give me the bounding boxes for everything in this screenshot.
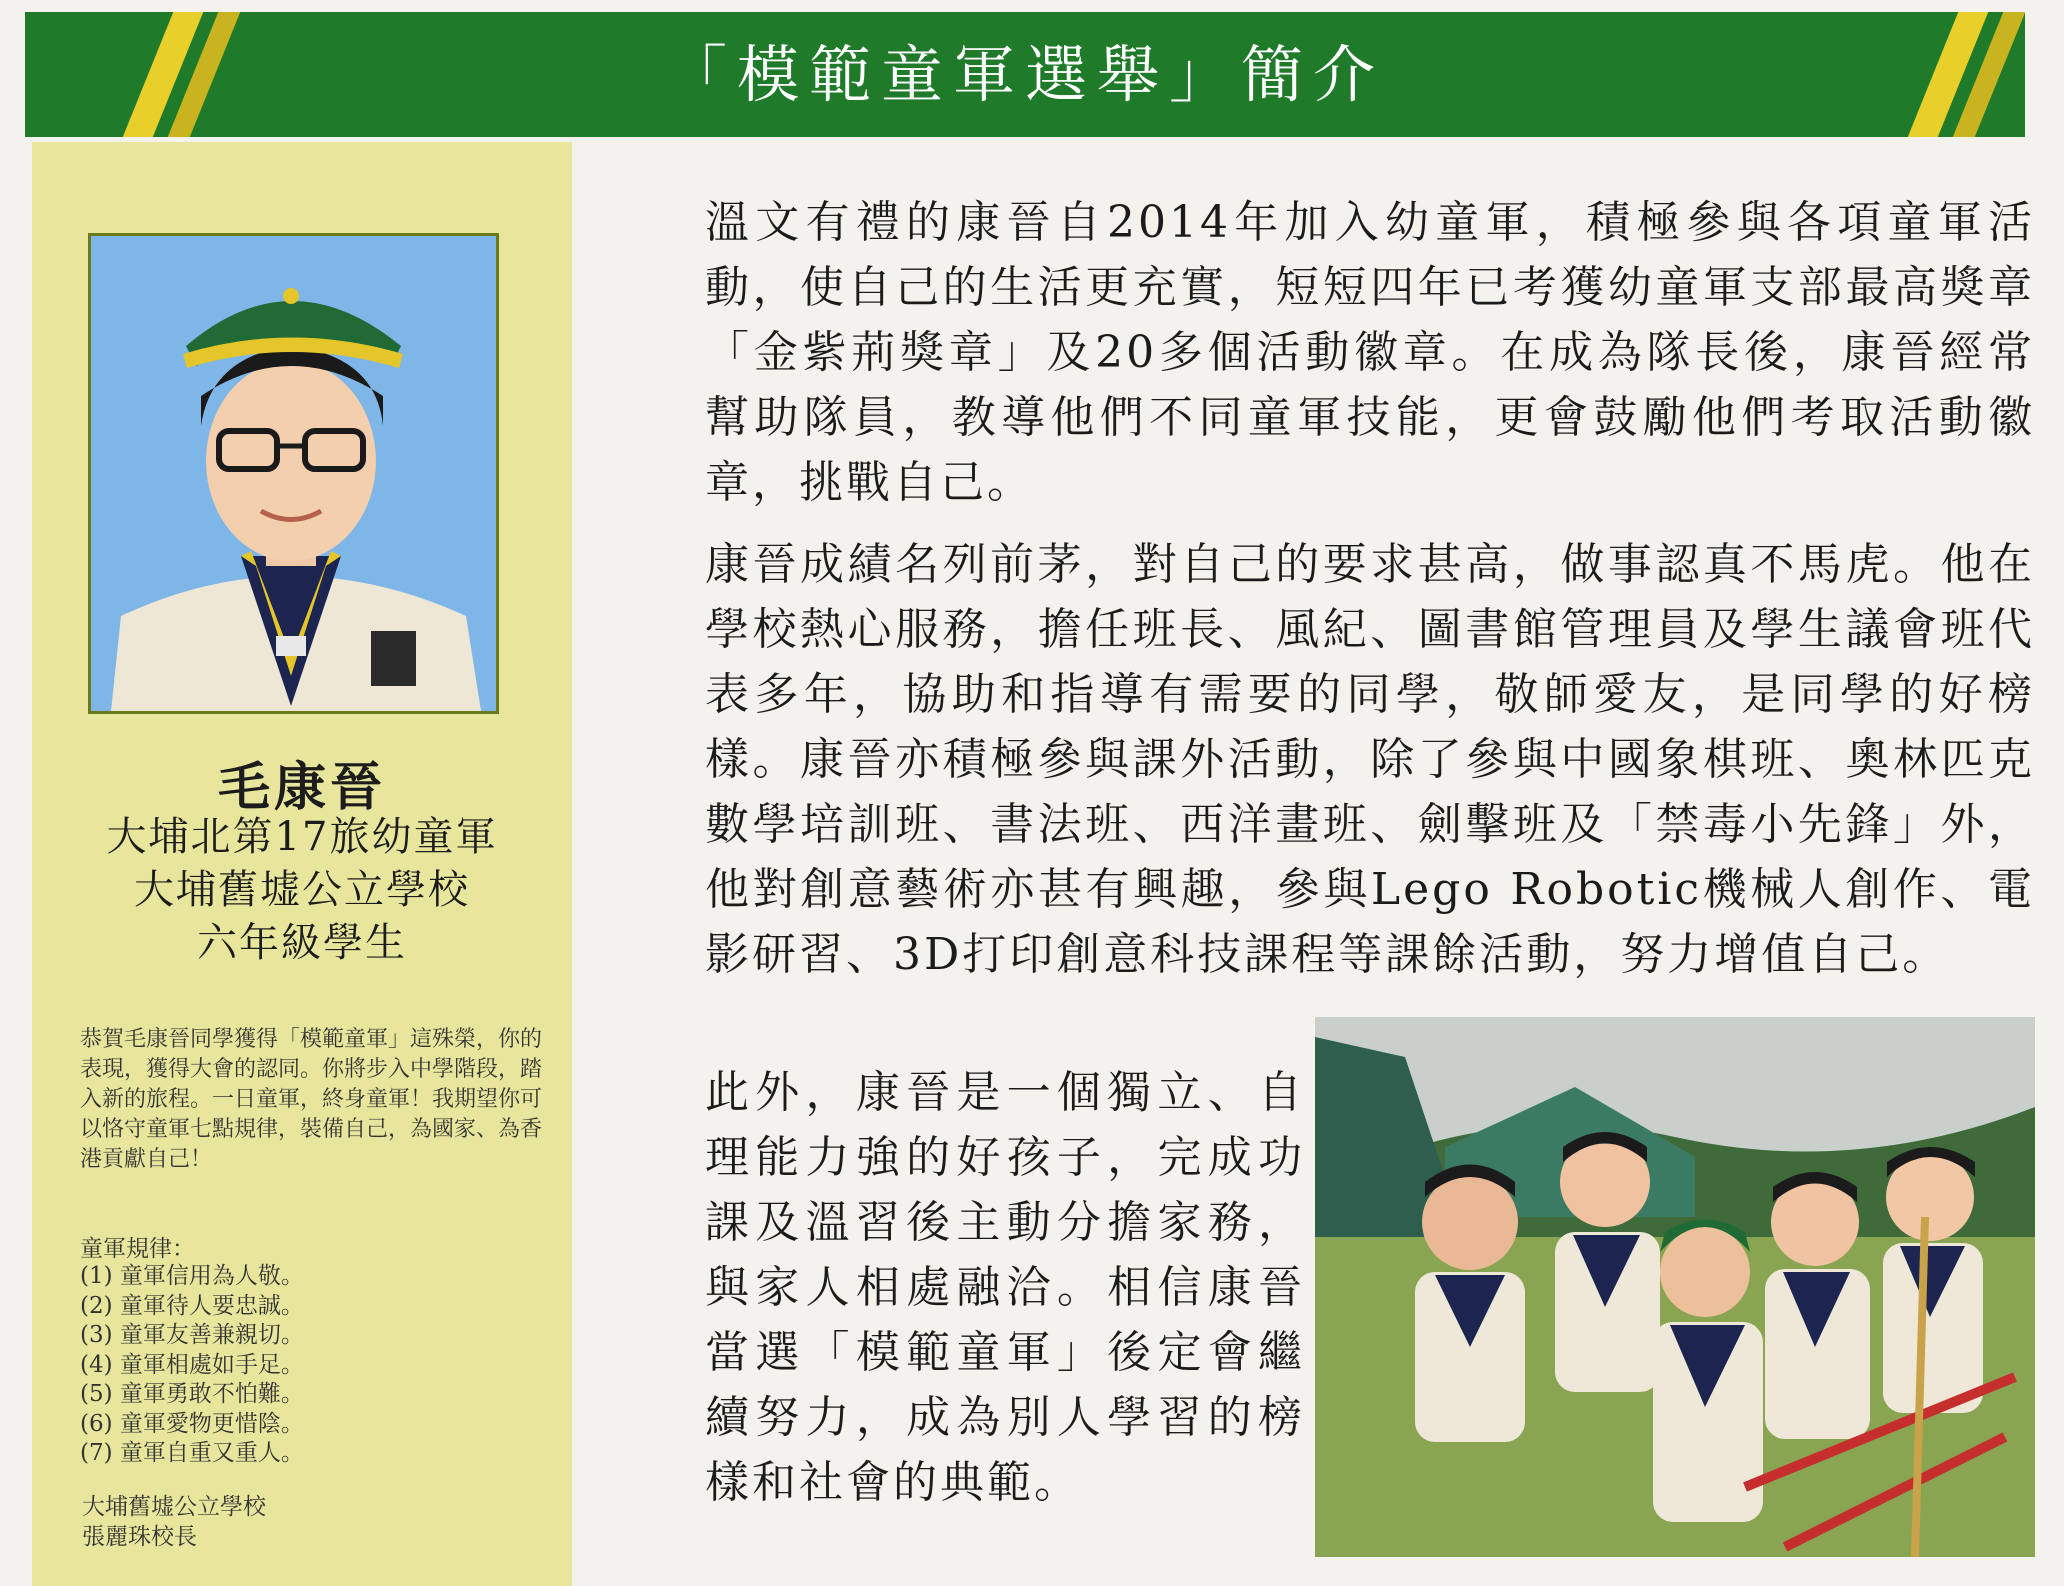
scout-law-item: (4) 童軍相處如手足。 (80, 1351, 304, 1378)
article-paragraph-1: 溫文有禮的康晉自2014年加入幼童軍，積極參與各項童軍活動，使自己的生活更充實，短短四年已考獲幼童軍支部最高獎章「金紫荊獎章」及20多個活動徽章。在成為隊長後，康晉經常幫助隊員，教導他們不同童軍技能，更會鼓勵他們考取活動徽章，挑戰自己。 (705, 197, 2035, 508)
scout-law-item: (6) 童軍愛物更惜陰。 (80, 1410, 304, 1437)
signoff (82, 1492, 266, 1552)
article-paragraph-3: 此外，康晉是一個獨立、自理能力強的好孩子，完成功課及溫習後主動分擔家務，與家人相處融洽。相信康晉當選「模範童軍」後定會繼續努力，成為別人學習的榜樣和社會的典範。 (705, 1067, 1305, 1508)
scout-camp-group-photo (1315, 1017, 2035, 1557)
page-title: 「模範童軍選舉」簡介 (664, 38, 1385, 111)
signoff-school: 大埔舊墟公立學校 (82, 1494, 266, 1520)
signoff-principal: 張麗珠校長 (82, 1524, 197, 1550)
scout-name: 毛康晉 (217, 757, 386, 818)
scout-law-item: (1) 童軍信用為人敬。 (80, 1263, 304, 1289)
title-banner (25, 12, 2025, 137)
scout-law-item: (2) 童軍待人要忠誠。 (80, 1292, 304, 1319)
scout-law-item: (7) 童軍自重又重人。 (80, 1440, 304, 1466)
scout-law-list (80, 1262, 304, 1469)
scout-grade: 六年級學生 (197, 920, 407, 966)
scout-portrait-photo (88, 233, 499, 714)
scout-law-title: 童軍規律： (80, 1236, 195, 1262)
scout-law-item: (3) 童軍友善兼親切。 (80, 1322, 304, 1348)
scout-group: 大埔北第17旅幼童軍 (106, 814, 498, 860)
scout-law-item: (5) 童軍勇敢不怕難。 (80, 1381, 304, 1407)
principal-greeting: 恭賀毛康晉同學獲得「模範童軍」這殊榮，你的表現，獲得大會的認同。你將步入中學階段，踏入新的旅程。一日童軍，終身童軍！我期望你可以恪守童軍七點規律，裝備自己，為國家、為香港貢獻自己！ (80, 1027, 543, 1172)
article-paragraph-2: 康晉成績名列前茅，對自己的要求甚高，做事認真不馬虎。他在學校熱心服務，擔任班長、風紀、圖書館管理員及學生議會班代表多年，協助和指導有需要的同學，敬師愛友，是同學的好榜樣。康晉亦積極參與課外活動，除了參與中國象棋班、奧林匹克數學培訓班、書法班、西洋畫班、劍擊班及「禁毒小先鋒」外，他對創意藝術亦甚有興趣，參與Lego Robotic機械人創作、電影研習、3D打印創意科技課程等課餘活動，努力增值自己。 (705, 539, 2035, 980)
scout-school: 大埔舊墟公立學校 (134, 867, 470, 913)
